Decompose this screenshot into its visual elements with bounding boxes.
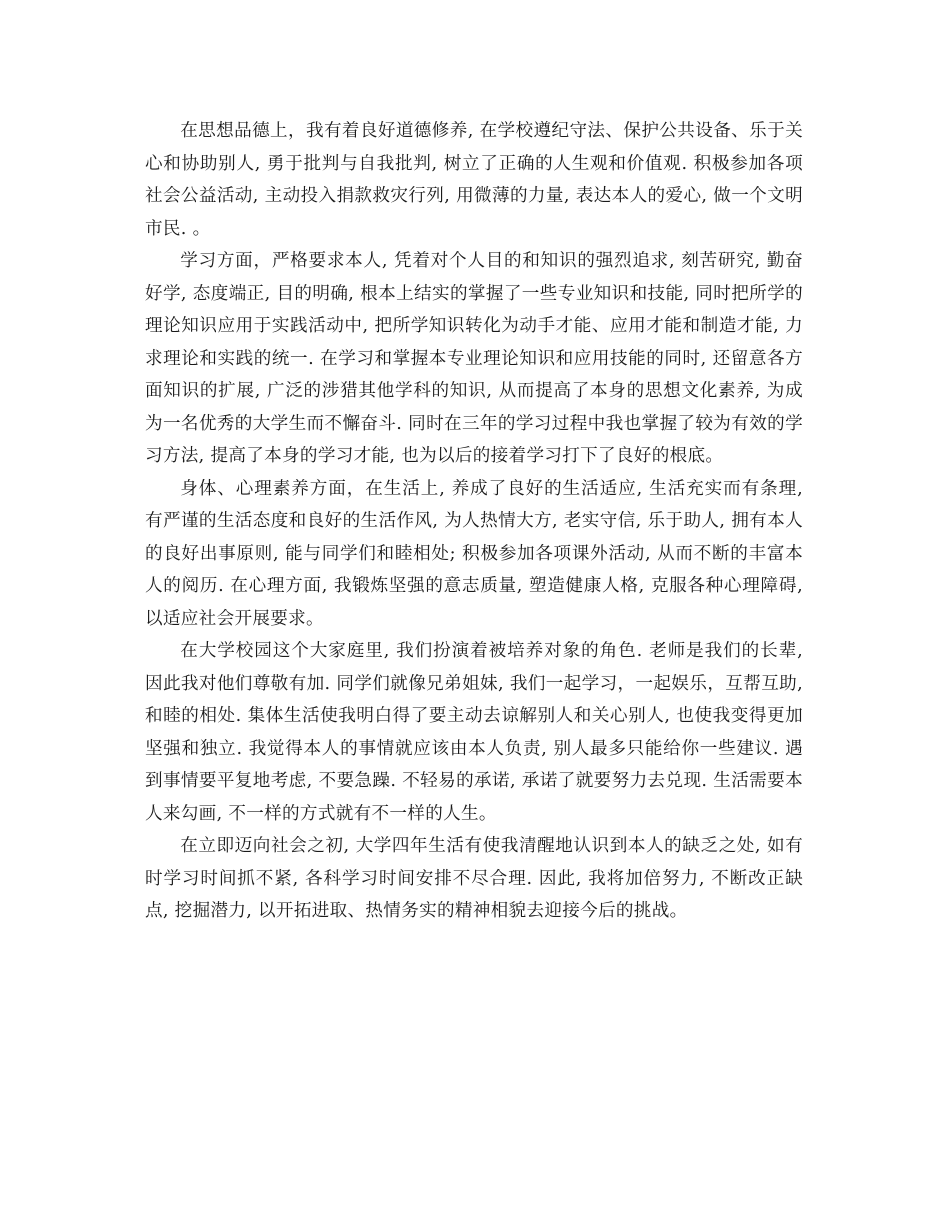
- paragraph-physical-mental: 身体、心理素养方面，在生活上, 养成了良好的生活适应, 生活充实而有条理, 有严谨的生活态度和良好的生活作风, 为人热情大方, 老实守信, 乐于助人, 拥有本人的良好出事原则, 能与同学们和睦相处; 积极参加各项课外活动, 从而不断的丰富本人的阅历. 在心理方面, 我锻炼坚强的意志质量, 塑造健康人格, 克服各种心理障碍, 以适应社会开展要求。: [145, 478, 803, 629]
- paragraph-campus-life: 在大学校园这个大家庭里, 我们扮演着被培养对象的角色. 老师是我们的长辈, 因此我对他们尊敬有加. 同学们就像兄弟姐妹, 我们一起学习，一起娱乐，互帮互助, 和睦的相处. 集体生活使我明白得了要主动去谅解别人和关心别人, 也使我变得更加坚强和独立. 我觉得本人的事情就应该由本人负责, 别人最多只能给你一些建议. 遇到事情要平复地考虑, 不要急躁. 不轻易的承诺, 承诺了就要努力去兑现. 生活需要本人来勾画, 不一样的方式就有不一样的人生。: [145, 641, 803, 824]
- paragraph-moral-character: 在思想品德上，我有着良好道德修养, 在学校遵纪守法、保护公共设备、乐于关心和协助别人, 勇于批判与自我批判, 树立了正确的人生观和价值观. 积极参加各项社会公益活动, 主动投入捐款救灾行列, 用微薄的力量, 表达本人的爱心, 做一个文明市民. 。: [145, 121, 803, 239]
- document-body: [145, 115, 803, 928]
- paragraph-shortcomings: 在立即迈向社会之初, 大学四年生活有使我清醒地认识到本人的缺乏之处, 如有时学习时间抓不紧, 各科学习时间安排不尽合理. 因此, 我将加倍努力, 不断改正缺点, 挖掘潜力, 以开拓进取、热情务实的精神相貌去迎接今后的挑战。: [145, 836, 803, 921]
- paragraph-study: 学习方面，严格要求本人, 凭着对个人目的和知识的强烈追求, 刻苦研究, 勤奋好学, 态度端正, 目的明确, 根本上结实的掌握了一些专业知识和技能, 同时把所学的理论知识应用于实践活动中, 把所学知识转化为动手才能、应用才能和制造才能, 力求理论和实践的统一. 在学习和掌握本专业理论知识和应用技能的同时, 还留意各方面知识的扩展, 广泛的涉猎其他学科的知识, 从而提高了本身的思想文化素养, 为成为一名优秀的大学生而不懈奋斗. 同时在三年的学习过程中我也掌握了较为有效的学习方法, 提高了本身的学习才能, 也为以后的接着学习打下了良好的根底。: [145, 251, 803, 466]
